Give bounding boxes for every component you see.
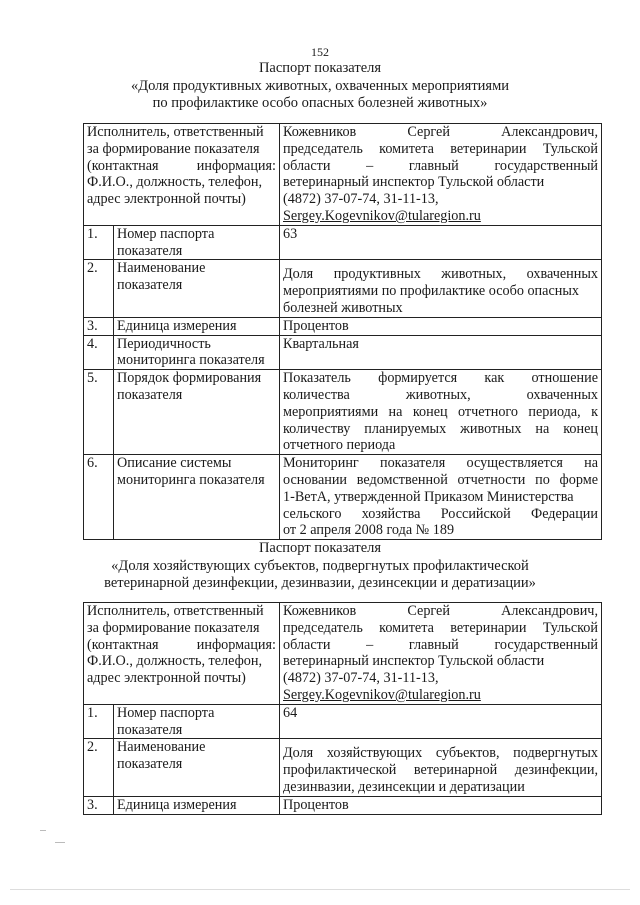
row-value [280,225,602,260]
row-value-line: мероприятиями по профилактике особо опасных [283,283,579,300]
executor-email-link[interactable]: Sergey.Kogevnikov@tularegion.ru [283,207,481,224]
row-value-line: профилактической ветеринарной дезинфекции, [283,762,598,779]
table-row [84,370,602,455]
row-value-line: отчетного периода [283,437,396,454]
executor-value [280,603,602,705]
executor-value-line: ветеринарный инспектор Тульской области [283,174,545,191]
row-value [280,739,602,796]
executor-value-line: (4872) 37-07-74, 31-11-13, [283,670,439,687]
executor-value [280,124,602,226]
table-row [84,260,602,317]
row-value-line: дезинвазии, дезинсекции и дератизации [283,778,525,795]
table-row [84,796,602,814]
executor-label-line: (контактная информация: [87,157,276,174]
executor-label-line: адрес электронной почты) [87,670,246,687]
row-label-line: Номер паспорта [117,225,215,242]
executor-value-line: председатель комитета ветеринарии Тульской [283,140,598,157]
executor-label [84,124,280,226]
executor-label-line: Исполнитель, ответственный [87,603,264,619]
table-row [84,704,602,739]
row-label-line: Единица измерения [117,796,237,813]
row-label-line: показателя [117,242,183,259]
row-label-line: мониторинга показателя [117,352,265,369]
scan-speck [55,842,65,843]
row-label [114,335,280,370]
row-label [114,739,280,796]
row-number: 2. [84,260,114,317]
row-value-line: количеству планируемых животных на конец [283,420,598,437]
row-value [280,704,602,739]
row-label [114,455,280,540]
row-value-line: Доля продуктивных животных, охваченных [283,266,598,283]
row-value [280,455,602,540]
passport-2-table [83,602,602,815]
row-label-line: Периодичность [117,335,211,352]
row-number: 2. [84,739,114,796]
row-number: 1. [84,704,114,739]
row-value [280,796,602,814]
row-value-line: Доля хозяйствующих субъектов, подвергнутых [283,745,598,762]
passport-2-title: Паспорт показателя [258,540,382,556]
row-label [114,260,280,317]
table-row [84,317,602,335]
row-label [114,370,280,455]
row-value [280,260,602,317]
row-value-line: 1-ВетА, утвержденной Приказом Министерства [283,488,574,505]
table-row [84,225,602,260]
executor-value-line: Кожевников Сергей Александрович, [283,603,598,619]
row-value-line: от 2 апреля 2008 года № 189 [283,522,455,539]
row-value [280,335,602,370]
row-value-line: мероприятиями на конец отчетного периода, к [283,403,598,420]
row-value-line: основании ведомственной отчетности по форме [283,471,598,488]
scan-edge-line [10,889,630,890]
executor-value-line: (4872) 37-07-74, 31-11-13, [283,191,439,208]
executor-row [84,124,602,226]
row-label-line: мониторинга показателя [117,471,265,488]
row-label-line: Описание системы [117,455,232,472]
executor-row [84,603,602,705]
row-value-line: количества животных, охваченных [283,386,598,403]
passport-2-heading [0,540,640,593]
row-label [114,796,280,814]
executor-label-line: Исполнитель, ответственный [87,124,264,140]
executor-label-line: за формирование показателя [87,619,260,636]
executor-label-line: Ф.И.О., должность, телефон, [87,653,263,670]
table-row [84,335,602,370]
row-value-line: сельского хозяйства Российской Федерации [283,505,598,522]
row-number: 3. [84,796,114,814]
row-value [280,317,602,335]
row-number: 3. [84,317,114,335]
executor-value-line: ветеринарный инспектор Тульской области [283,653,545,670]
row-label [114,704,280,739]
table-row [84,739,602,796]
passport-2-subtitle-line-1: «Доля хозяйствующих субъектов, подвергнутых профилактической [111,557,529,574]
executor-label-line: адрес электронной почты) [87,191,246,208]
row-value [280,370,602,455]
row-number: 5. [84,370,114,455]
row-label [114,225,280,260]
row-label-line: показателя [117,721,183,738]
row-label-line: показателя [117,386,183,403]
passport-1-subtitle-line-2: по профилактике особо опасных болезней животных» [152,95,488,111]
scan-speck [40,830,46,831]
row-label-line: показателя [117,756,183,773]
executor-label-line: за формирование показателя [87,140,260,157]
executor-value-line: Кожевников Сергей Александрович, [283,124,598,140]
passport-1-subtitle-line-1: «Доля продуктивных животных, охваченных мероприятиями [130,77,510,94]
page-number: 152 [311,45,329,59]
passport-1-heading [0,60,640,113]
executor-value-line: области – главный государственный [283,636,598,653]
row-number: 4. [84,335,114,370]
row-value-line: 64 [283,704,298,721]
row-label-line: Наименование [117,260,206,277]
passport-2-subtitle-line-2: ветеринарной дезинфекции, дезинвазии, дезинсекции и дератизации» [104,575,536,591]
row-value-line: болезней животных [283,299,403,316]
row-label-line: показателя [117,277,183,294]
row-label-line: Номер паспорта [117,704,215,721]
table-row [84,455,602,540]
passport-1-title: Паспорт показателя [258,60,382,76]
executor-label [84,603,280,705]
row-value-line: Показатель формируется как отношение [283,370,598,387]
row-value-line: Процентов [283,317,349,334]
row-value-line: 63 [283,225,298,242]
passport-1-table [83,123,602,540]
row-number: 6. [84,455,114,540]
row-label-line: Единица измерения [117,317,237,334]
row-value-line: Мониторинг показателя осуществляется на [283,455,598,472]
executor-label-line: Ф.И.О., должность, телефон, [87,174,263,191]
row-label-line: Наименование [117,739,206,756]
executor-value-line: области – главный государственный [283,157,598,174]
row-value-line: Квартальная [283,335,359,352]
row-number: 1. [84,225,114,260]
executor-label-line: (контактная информация: [87,636,276,653]
row-value-line: Процентов [283,796,349,813]
row-label-line: Порядок формирования [117,370,262,387]
executor-email-link[interactable]: Sergey.Kogevnikov@tularegion.ru [283,686,481,703]
row-label [114,317,280,335]
executor-value-line: председатель комитета ветеринарии Тульской [283,619,598,636]
